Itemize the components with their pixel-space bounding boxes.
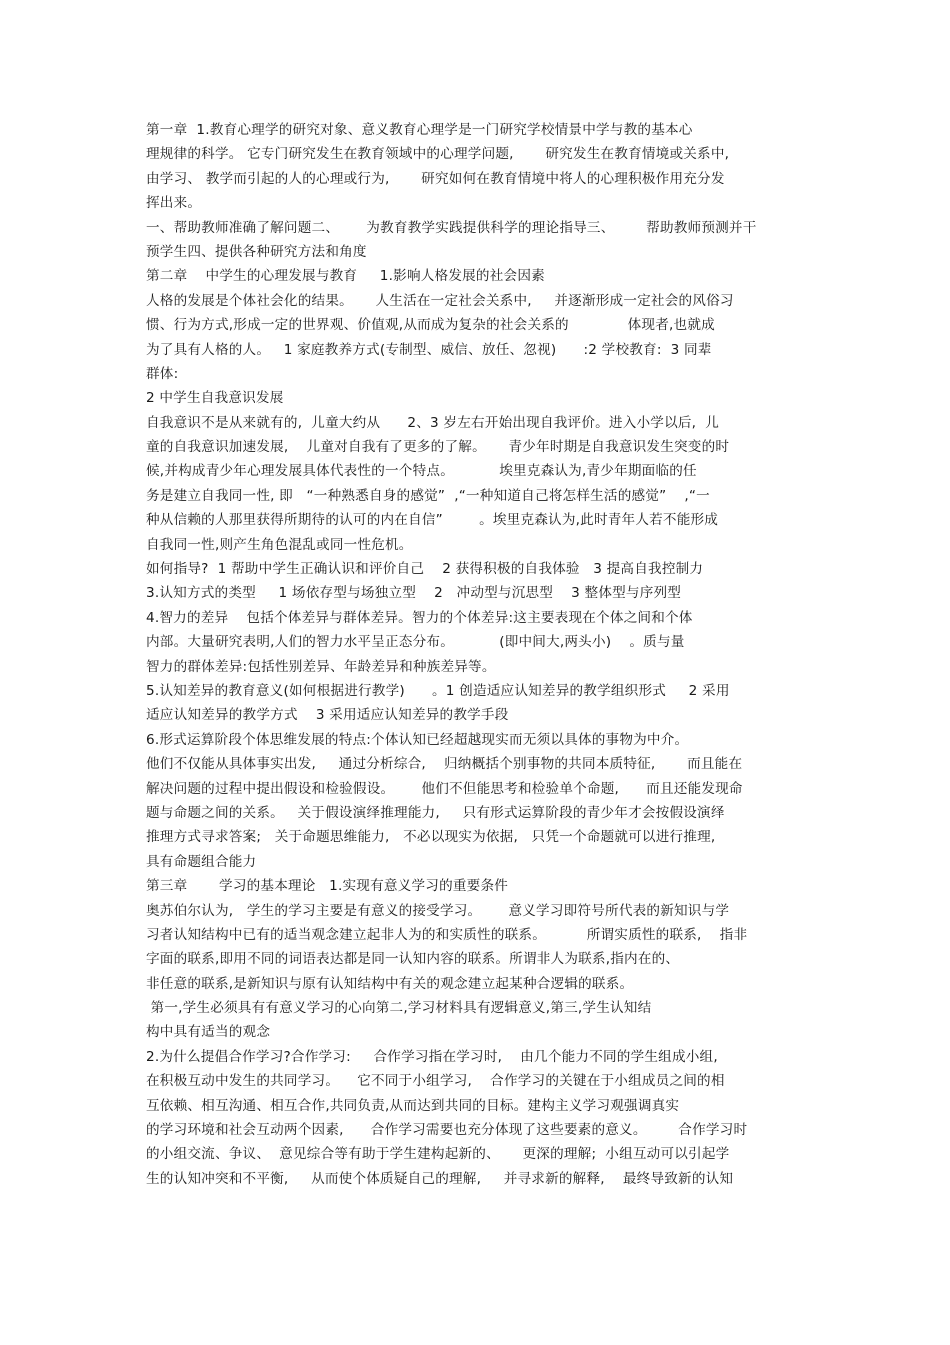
text-line: 为了具有人格的人。 1 家庭教养方式(专制型、威信、放任、忽视) :2 学校教育: 3 同辈 — [146, 341, 712, 358]
text-line: 2.为什么提倡合作学习?合作学习: 合作学习指在学习时, 由几个能力不同的学生组成小组, — [146, 1048, 718, 1065]
text-line: 非任意的联系,是新知识与原有认知结构中有关的观念建立起某种合逻辑的联系。 — [146, 975, 634, 992]
text-line: 内部。大量研究表明,人们的智力水平呈正态分布。 (即中间大,两头小) 。质与量 — [146, 634, 685, 651]
text-line: 他们不仅能从具体事实出发, 通过分析综合, 归纳概括个别事物的共同本质特征, 而且能在 — [146, 756, 743, 773]
text-line: 2 中学生自我意识发展 — [146, 390, 284, 407]
text-line: 第一,学生必须具有有意义学习的心向第二,学习材料具有逻辑意义,第三,学生认知结 — [146, 1000, 652, 1017]
text-line: 预学生四、提供各种研究方法和角度 — [146, 243, 367, 260]
text-line: 的小组交流、争议、 意见综合等有助于学生建构起新的、 更深的理解; 小组互动可以引起学 — [146, 1146, 730, 1163]
text-line: 务是建立自我同一性, 即 “一种熟悉自身的感觉” ,“一种知道自己将怎样生活的感觉” ,“一 — [146, 487, 710, 504]
text-line: 理规律的科学。 它专门研究发生在教育领域中的心理学问题, 研究发生在教育情境或关系中, — [146, 146, 730, 163]
text-line: 适应认知差异的教学方式 3 采用适应认知差异的教学手段 — [146, 707, 509, 724]
text-line: 一、帮助教师准确了解问题二、 为教育教学实践提供科学的理论指导三、 帮助教师预测并干 — [146, 219, 757, 236]
text-line: 自我意识不是从来就有的, 儿童大约从 2、3 岁左右开始出现自我评价。进入小学以后, 儿 — [146, 414, 720, 431]
text-line: 5.认知差异的教育意义(如何根据进行教学) 。1 创造适应认知差异的教学组织形式 2 采用 — [146, 682, 730, 699]
text-line: 挥出来。 — [146, 195, 202, 212]
text-line: 互依赖、相互沟通、相互合作,共同负责,从而达到共同的目标。建构主义学习观强调真实 — [146, 1097, 680, 1114]
text-line: 智力的群体差异:包括性别差异、年龄差异和种族差异等。 — [146, 658, 496, 675]
text-line: 解决问题的过程中提出假设和检验假设。 他们不但能思考和检验单个命题, 而且还能发现命 — [146, 780, 743, 797]
text-line: 3.认知方式的类型 1 场依存型与场独立型 2 冲动型与沉思型 3 整体型与序列型 — [146, 585, 682, 602]
text-line: 种从信赖的人那里获得所期待的认可的内在自信” 。埃里克森认为,此时青年人若不能形成 — [146, 512, 719, 529]
text-line: 人格的发展是个体社会化的结果。 人生活在一定社会关系中, 并逐渐形成一定社会的风俗习 — [146, 292, 734, 309]
text-line: 童的自我意识加速发展, 儿童对自我有了更多的了解。 青少年时期是自我意识发生突变的时 — [146, 439, 730, 456]
text-line: 如何指导? 1 帮助中学生正确认识和评价自己 2 获得积极的自我体验 3 提高自我控制力 — [146, 561, 704, 578]
text-line: 群体: — [146, 365, 179, 382]
text-line: 自我同一性,则产生角色混乱或同一性危机。 — [146, 536, 413, 553]
text-line: 题与命题之间的关系。 关于假设演绎推理能力, 只有形式运算阶段的青少年才会按假设演绎 — [146, 804, 725, 821]
text-line: 由学习、 教学而引起的人的心理或行为, 研究如何在教育情境中将人的心理积极作用充分发 — [146, 170, 725, 187]
text-line: 6.形式运算阶段个体思维发展的特点:个体认知已经超越现实而无须以具体的事物为中介。 — [146, 731, 689, 748]
text-line: 第二章 中学生的心理发展与教育 1.影响人格发展的社会因素 — [146, 268, 545, 285]
text-line: 的学习环境和社会互动两个因素, 合作学习需要也充分体现了这些要素的意义。 合作学习时 — [146, 1122, 748, 1139]
document-body — [146, 118, 814, 1191]
text-line: 奥苏伯尔认为, 学生的学习主要是有意义的接受学习。 意义学习即符号所代表的新知识与学 — [146, 902, 730, 919]
text-line: 生的认知冲突和不平衡, 从而使个体质疑自己的理解, 并寻求新的解释, 最终导致新的认知 — [146, 1170, 734, 1187]
text-line: 候,并构成青少年心理发展具体代表性的一个特点。 埃里克森认为,青少年期面临的任 — [146, 463, 697, 480]
text-line: 4.智力的差异 包括个体差异与群体差异。智力的个体差异:这主要表现在个体之间和个体 — [146, 609, 693, 626]
text-line: 习者认知结构中已有的适当观念建立起非人为的和实质性的联系。 所谓实质性的联系, 指非 — [146, 926, 748, 943]
text-line: 在积极互动中发生的共同学习。 它不同于小组学习, 合作学习的关键在于小组成员之间的相 — [146, 1073, 725, 1090]
text-line: 推理方式寻求答案; 关于命题思维能力, 不必以现实为依据, 只凭一个命题就可以进行推理, — [146, 829, 716, 846]
text-line: 第一章 1.教育心理学的研究对象、意义教育心理学是一门研究学校情景中学与教的基本心 — [146, 122, 693, 138]
text-line: 构中具有适当的观念 — [146, 1024, 271, 1041]
text-line: 字面的联系,即用不同的词语表达都是同一认知内容的联系。所谓非人为联系,指内在的、 — [146, 951, 680, 968]
text-line: 第三章 学习的基本理论 1.实现有意义学习的重要条件 — [146, 878, 509, 895]
text-line: 具有命题组合能力 — [146, 853, 257, 870]
text-line: 惯、行为方式,形成一定的世界观、价值观,从而成为复杂的社会关系的 体现者,也就成 — [146, 317, 715, 334]
